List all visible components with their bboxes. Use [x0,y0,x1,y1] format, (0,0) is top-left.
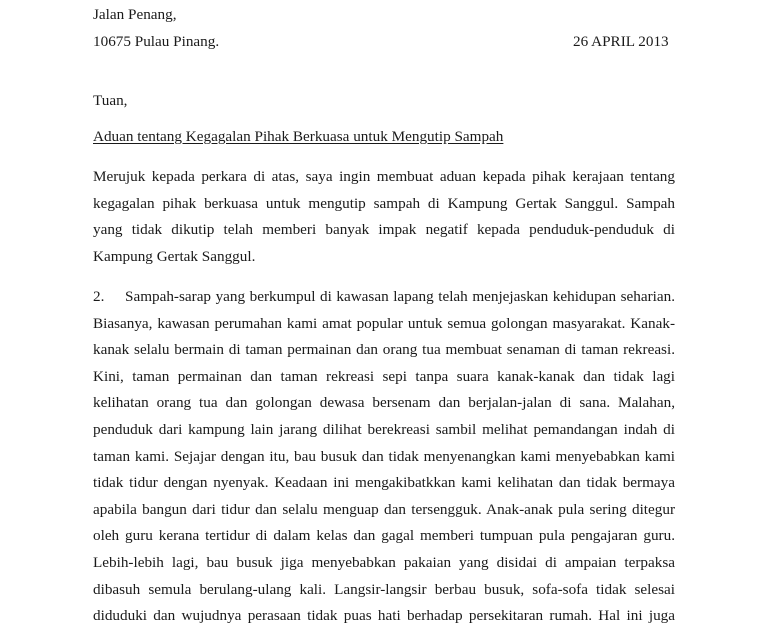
paragraph-line: yang tidak dikutip telah memberi banyak impak negatif kepada penduduk-penduduk di [93,221,675,238]
subject-heading: Aduan tentang Kegagalan Pihak Berkuasa untuk Mengutip Sampah [93,128,504,145]
paragraph-line: Sampah-sarap yang berkumpul di kawasan lapang telah menjejaskan kehidupan seharian. [125,288,675,305]
paragraph-2 [93,287,675,633]
paragraph-line: taman kami. Sejajar dengan itu, bau busuk dan tidak menyenangkan kami menyebabkan kami [93,447,675,465]
address-line-2: 10675 Pulau Pinang. [93,33,220,50]
paragraph-line: kelihatan orang tua dan golongan dewasa bersenam dan berjalan-jalan di sana. Malahan, [93,394,675,412]
paragraph-line: Kampung Gertak Sanggul. [93,247,256,265]
paragraph-line: apabila bangun dari tidur dan selalu menguap dan tersengguk. Anak-anak pula sering ditegur [93,500,675,518]
paragraph-line: diduduki dan wujudnya perasaan tidak puas hati berhadap persekitaran rumah. Hal ini juga [93,607,675,625]
paragraph-line: dibasuh semula berulang-ulang kali. Langsir-langsir berbau busuk, sofa-sofa tidak selesai [93,580,675,598]
paragraph-line: Kini, taman permainan dan taman rekreasi sepi tanpa suara kanak-kanak dan tidak lagi [93,367,675,385]
paragraph-line: kegagalan pihak berkuasa untuk mengutip sampah di Kampung Gertak Sanggul. Sampah [93,194,675,212]
paragraph-line: Biasanya, kawasan perumahan kami amat popular untuk semua golongan masyarakat. Kanak- [93,314,675,332]
paragraph-1 [93,167,675,273]
address-line-1: Jalan Penang, [93,6,177,23]
letter-date: 26 APRIL 2013 [573,33,669,50]
salutation: Tuan, [93,92,128,109]
paragraph-line: kanak selalu bermain di taman permainan dan orang tua membuat senaman di taman rekreasi. [93,341,675,359]
paragraph-line: oleh guru kerana tertidur di dalam kelas dan gagal memberi tumpuan pula pengajaran guru. [93,527,675,545]
paragraph-line: Lebih-lebih lagi, bau busuk jiga menyebabkan pakaian yang disidai di ampaian terpaksa [93,553,675,571]
paragraph-line: Merujuk kepada perkara di atas, saya ingin membuat aduan kepada pihak kerajaan tentang [93,168,675,185]
paragraph-first-line [93,287,675,314]
paragraph-line: penduduk dari kampung lain jarang dilihat berekreasi sambil melihat pemandangan indah di [93,420,675,438]
paragraph-number: 2. [93,288,105,305]
paragraph-line: tidak tidur dengan nyenyak. Keadaan ini mengakibatkkan kami kelihatan dan tidak bermaya [93,474,675,492]
